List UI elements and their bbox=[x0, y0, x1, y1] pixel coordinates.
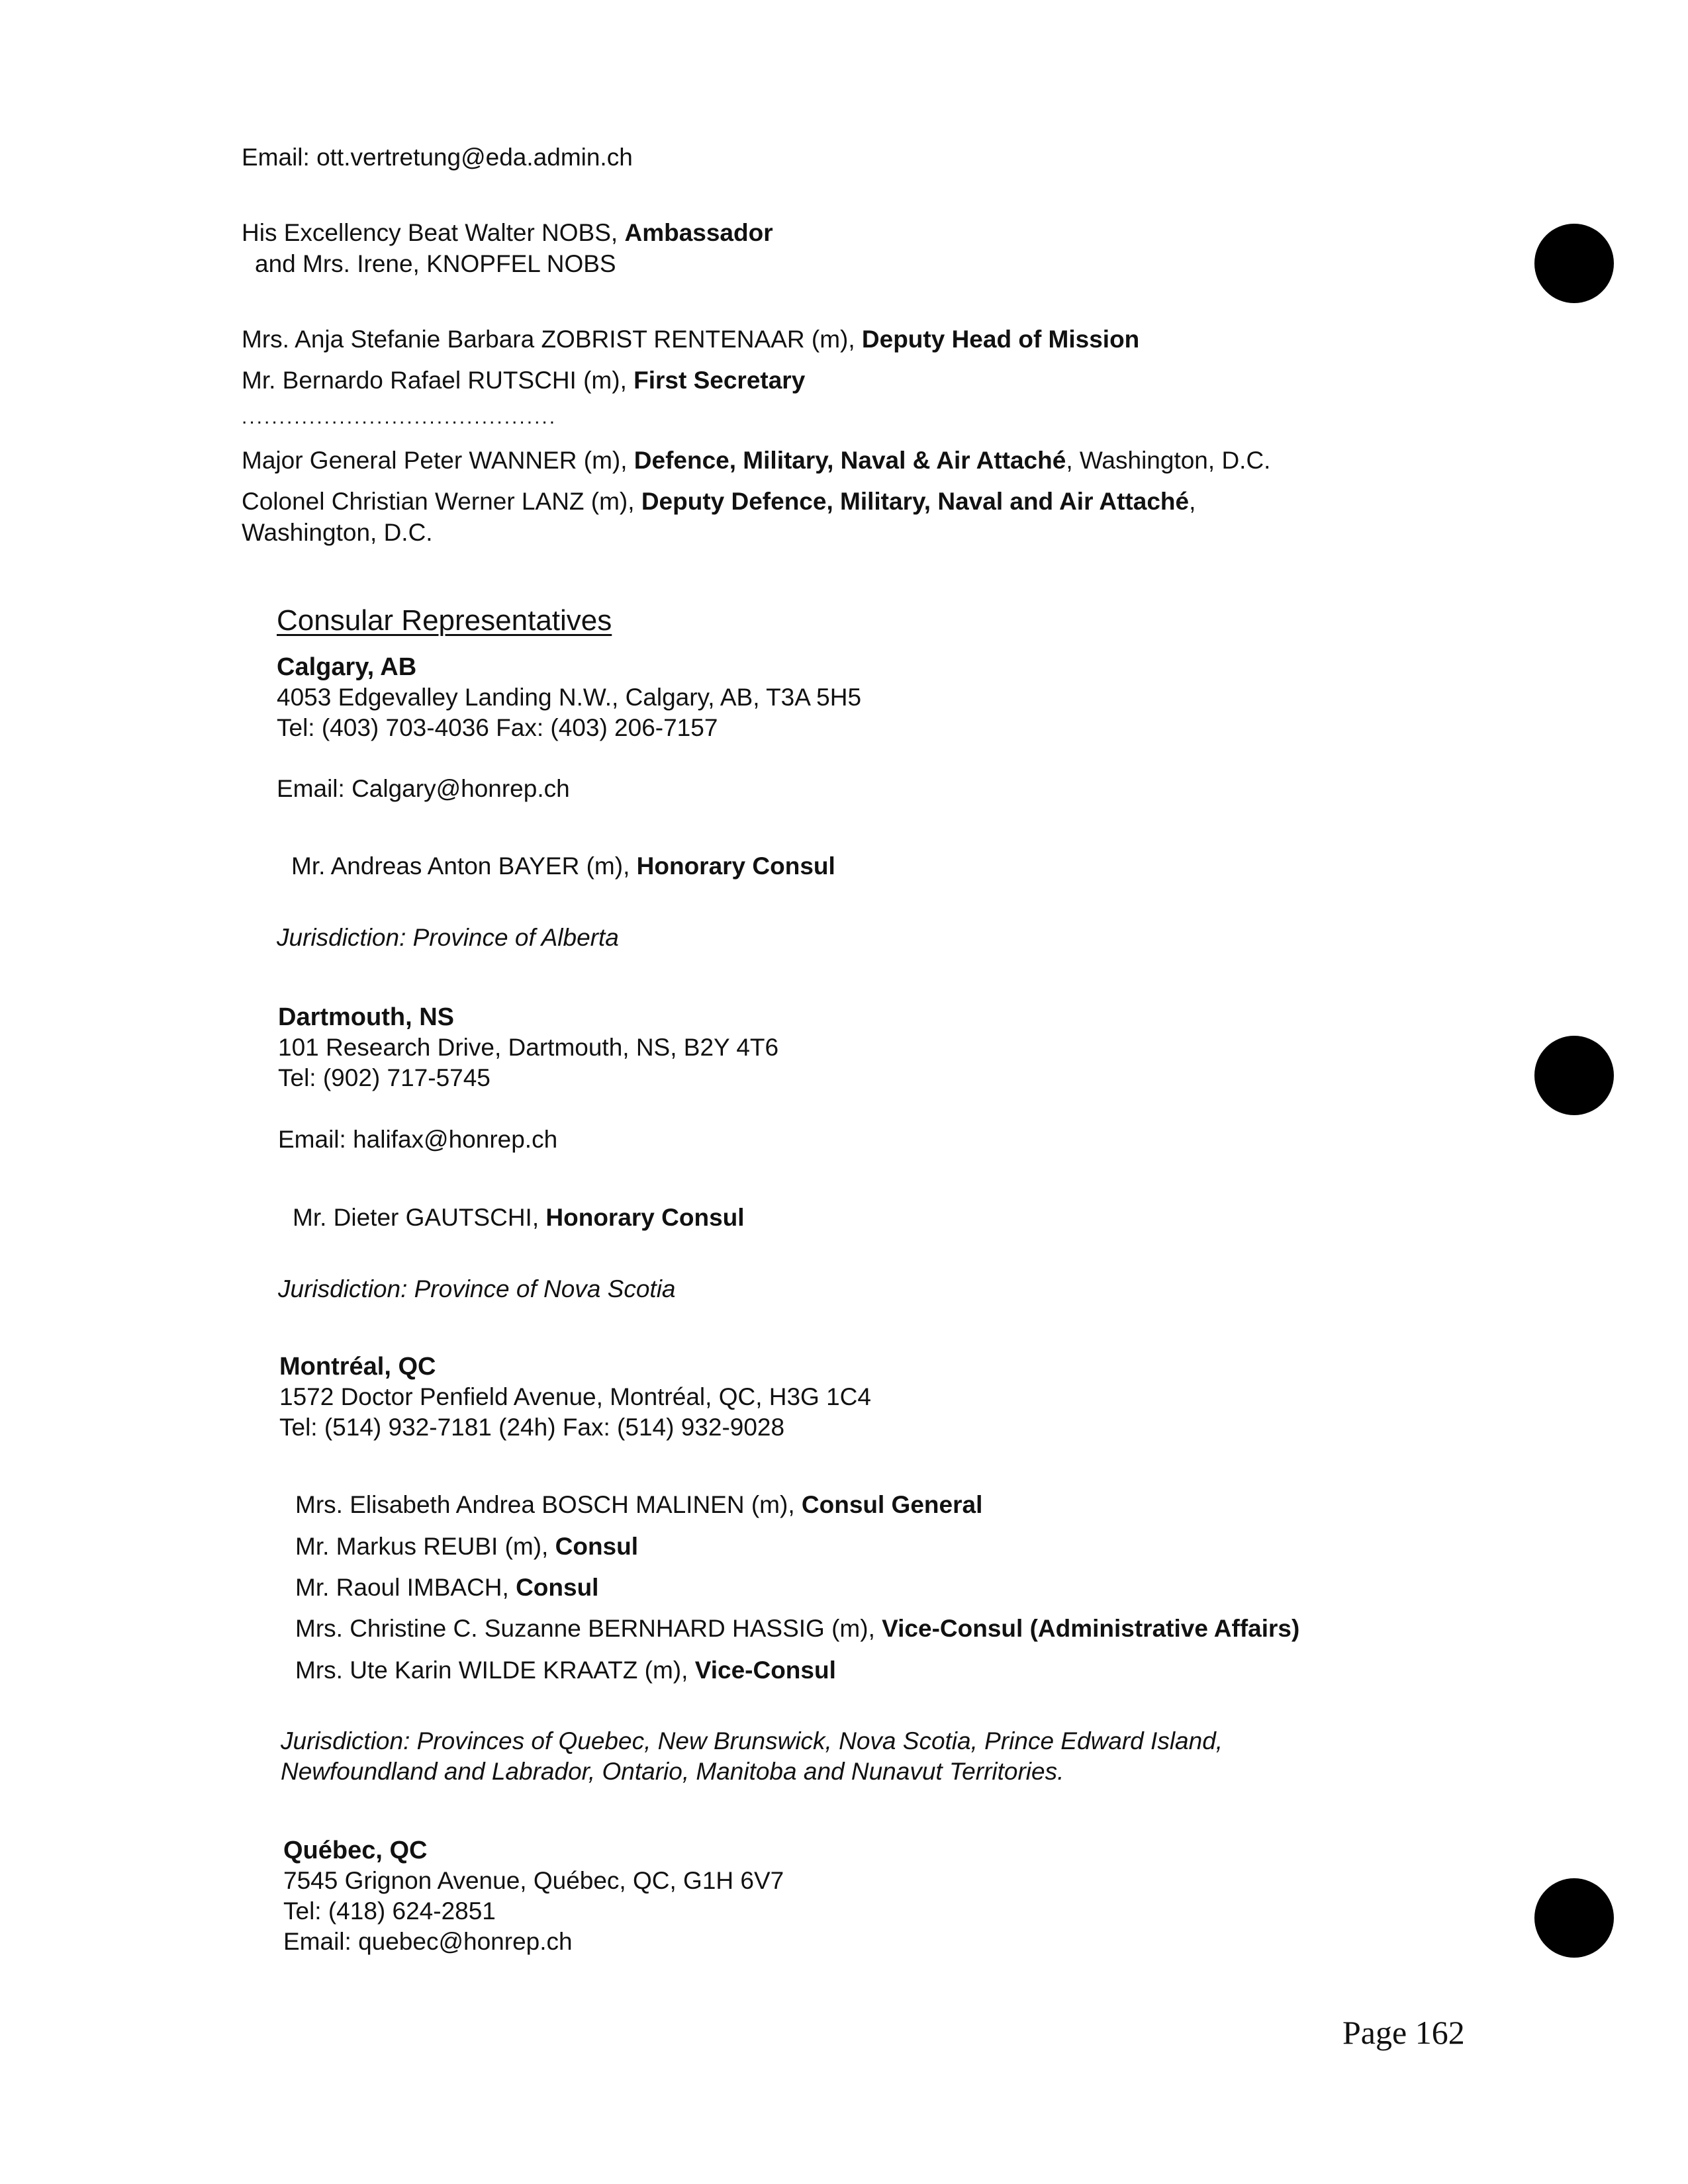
calgary-address: 4053 Edgevalley Landing N.W., Calgary, AB, T3A 5H5 bbox=[277, 684, 862, 711]
attache-suffix: , Washington, D.C. bbox=[1066, 447, 1271, 474]
staff-title: Deputy Head of Mission bbox=[861, 326, 1140, 353]
officer-title: Vice-Consul bbox=[694, 1657, 836, 1684]
dartmouth-officer bbox=[293, 1203, 745, 1232]
montreal-officer bbox=[295, 1573, 598, 1602]
deputy-attache-line bbox=[242, 487, 1196, 516]
calgary-tel: Tel: (403) 703-4036 Fax: (403) 206-7157 bbox=[277, 714, 718, 741]
staff-name: Mrs. Anja Stefanie Barbara ZOBRIST RENTENAAR (m), bbox=[242, 326, 862, 353]
montreal-jurisdiction-line-2: Newfoundland and Labrador, Ontario, Manitoba and Nunavut Territories. bbox=[281, 1758, 1064, 1785]
punch-hole-middle bbox=[1534, 1036, 1614, 1115]
staff-name: Mr. Bernardo Rafael RUTSCHI (m), bbox=[242, 367, 634, 394]
montreal-tel: Tel: (514) 932-7181 (24h) Fax: (514) 932-9028 bbox=[279, 1414, 785, 1441]
attache-name: Major General Peter WANNER (m), bbox=[242, 447, 634, 474]
location-name-montreal: Montréal, QC bbox=[279, 1353, 436, 1381]
attache-line bbox=[242, 446, 1270, 475]
location-name-dartmouth: Dartmouth, NS bbox=[278, 1003, 454, 1031]
dartmouth-jurisdiction: Jurisdiction: Province of Nova Scotia bbox=[278, 1275, 676, 1302]
location-name-quebec: Québec, QC bbox=[283, 1837, 428, 1864]
attache-title: Deputy Defence, Military, Naval and Air Attaché bbox=[641, 488, 1190, 515]
calgary-officer bbox=[291, 852, 835, 881]
attache-title: Defence, Military, Naval & Air Attaché bbox=[633, 447, 1066, 474]
officer-title: Consul bbox=[516, 1574, 599, 1601]
dartmouth-tel: Tel: (902) 717-5745 bbox=[278, 1064, 491, 1091]
section-title-consular: Consular Representatives bbox=[277, 604, 612, 637]
officer-title: Consul bbox=[555, 1533, 639, 1560]
location-name-calgary: Calgary, AB bbox=[277, 653, 417, 681]
montreal-address: 1572 Doctor Penfield Avenue, Montréal, QC, H3G 1C4 bbox=[279, 1383, 871, 1410]
calgary-email: Email: Calgary@honrep.ch bbox=[277, 775, 570, 802]
quebec-tel: Tel: (418) 624-2851 bbox=[283, 1897, 496, 1925]
dotted-separator: .......................................... bbox=[242, 406, 557, 428]
officer-name: Mr. Markus REUBI (m), bbox=[295, 1533, 555, 1560]
officer-title: Honorary Consul bbox=[545, 1204, 745, 1231]
officer-name: Mr. Raoul IMBACH, bbox=[295, 1574, 516, 1601]
officer-name: Mr. Andreas Anton BAYER (m), bbox=[291, 852, 637, 880]
montreal-jurisdiction-line-1: Jurisdiction: Provinces of Quebec, New Brunswick, Nova Scotia, Prince Edward Island, bbox=[281, 1727, 1223, 1754]
officer-name: Mrs. Ute Karin WILDE KRAATZ (m), bbox=[295, 1657, 695, 1684]
montreal-officer bbox=[295, 1614, 1299, 1643]
staff-title: First Secretary bbox=[633, 367, 806, 394]
quebec-email: Email: quebec@honrep.ch bbox=[283, 1928, 573, 1955]
staff-line-first-secretary bbox=[242, 366, 805, 395]
attache-suffix: , bbox=[1189, 488, 1196, 515]
staff-line-deputy-head bbox=[242, 325, 1139, 354]
dartmouth-email: Email: halifax@honrep.ch bbox=[278, 1126, 558, 1153]
officer-title: Consul General bbox=[801, 1491, 983, 1518]
ambassador-line bbox=[242, 218, 773, 248]
embassy-email: Email: ott.vertretung@eda.admin.ch bbox=[242, 144, 633, 171]
montreal-officer bbox=[295, 1532, 638, 1561]
ambassador-spouse: and Mrs. Irene, KNOPFEL NOBS bbox=[255, 250, 616, 277]
ambassador-title: Ambassador bbox=[624, 219, 773, 246]
officer-name: Mrs. Elisabeth Andrea BOSCH MALINEN (m), bbox=[295, 1491, 802, 1518]
quebec-address: 7545 Grignon Avenue, Québec, QC, G1H 6V7 bbox=[283, 1867, 784, 1894]
officer-title: Honorary Consul bbox=[636, 852, 835, 880]
dartmouth-address: 101 Research Drive, Dartmouth, NS, B2Y 4T6 bbox=[278, 1034, 779, 1061]
deputy-attache-location: Washington, D.C. bbox=[242, 519, 433, 546]
ambassador-name: His Excellency Beat Walter NOBS, bbox=[242, 219, 625, 246]
officer-name: Mr. Dieter GAUTSCHI, bbox=[293, 1204, 546, 1231]
attache-name: Colonel Christian Werner LANZ (m), bbox=[242, 488, 641, 515]
punch-hole-bottom bbox=[1534, 1878, 1614, 1958]
calgary-jurisdiction: Jurisdiction: Province of Alberta bbox=[277, 924, 619, 951]
page-number: Page 162 bbox=[1342, 2014, 1465, 2051]
officer-title: Vice-Consul (Administrative Affairs) bbox=[882, 1615, 1300, 1642]
officer-name: Mrs. Christine C. Suzanne BERNHARD HASSIG (m), bbox=[295, 1615, 882, 1642]
punch-hole-top bbox=[1534, 224, 1614, 303]
montreal-officer bbox=[295, 1656, 836, 1685]
montreal-officer bbox=[295, 1490, 982, 1520]
